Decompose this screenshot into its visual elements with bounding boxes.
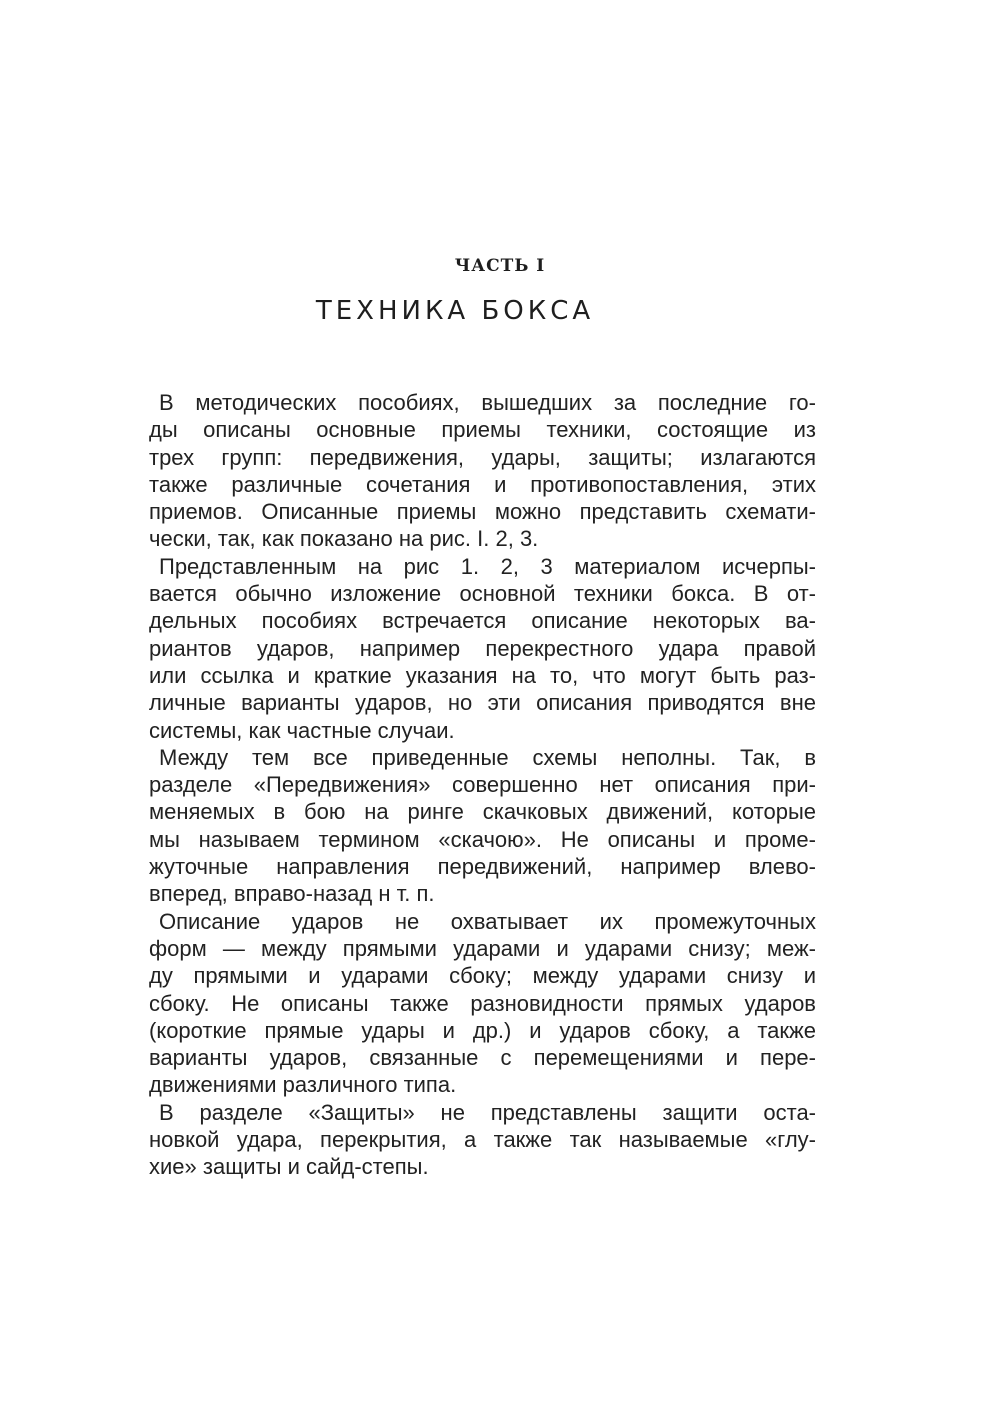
text-line: варианты ударов, связанные с перемещениями и пере-: [149, 1045, 816, 1071]
text-line: ды описаны основные приемы техники, состоящие из: [149, 417, 816, 443]
paragraph-4: [149, 908, 816, 1099]
text-line: риантов ударов, например перекрестного удара правой: [149, 635, 816, 661]
text-line: или ссылка и краткие указания на то, что могут быть раз-: [149, 662, 816, 688]
text-line: разделе «Передвижения» совершенно нет описания при-: [149, 772, 816, 798]
text-line: чески, так, как показано на рис. I. 2, 3.: [149, 526, 539, 552]
chapter-title: ТЕХНИКА БОКСА: [315, 296, 595, 326]
text-line: вается обычно изложение основной техники бокса. В от-: [149, 581, 816, 607]
text-line: форм — между прямыми ударами и ударами снизу; меж-: [149, 935, 816, 961]
text-line: новкой удара, перекрытия, а также так называемые «глу-: [149, 1127, 816, 1153]
text-line: личные варианты ударов, но эти описания приводятся вне: [149, 690, 816, 716]
text-line: (короткие прямые удары и др.) и ударов сбоку, а также: [149, 1017, 816, 1043]
text-line: Между тем все приведенные схемы неполны. Так, в: [159, 744, 816, 770]
text-line: хие» защиты и сайд-степы.: [149, 1154, 429, 1180]
text-line: В разделе «Защиты» не представлены защити оста-: [159, 1099, 816, 1125]
paragraph-2: [149, 553, 816, 744]
text-line: трех групп: передвижения, удары, защиты; излагаются: [149, 444, 816, 470]
text-line: Описание ударов не охватывает их промежуточных: [159, 908, 816, 934]
text-line: Представленным на рис 1. 2, 3 материалом исчерпы-: [159, 553, 816, 579]
text-line: мы называем термином «скачою». Не описаны и проме-: [149, 826, 816, 852]
text-line: ду прямыми и ударами сбоку; между ударами снизу и: [149, 963, 816, 989]
part-label: ЧАСТЬ I: [454, 256, 546, 276]
text-line: меняемых в бою на ринге скачковых движений, которые: [149, 799, 816, 825]
text-line: движениями различного типа.: [149, 1072, 457, 1098]
paragraph-3: [149, 744, 816, 908]
text-line: также различные сочетания и противопоставления, этих: [149, 471, 816, 497]
body-text: [149, 389, 816, 1181]
text-line: сбоку. Не описаны также разновидности прямых ударов: [149, 990, 816, 1016]
paragraph-5: [149, 1099, 816, 1181]
text-line: вперед, вправо-назад н т. п.: [149, 881, 435, 907]
text-line: приемов. Описанные приемы можно представить схемати-: [149, 499, 816, 525]
text-line: В методических пособиях, вышедших за последние го-: [159, 390, 816, 415]
text-line: жуточные направления передвижений, например влево-: [149, 854, 816, 880]
text-line: системы, как частные случаи.: [149, 717, 455, 743]
paragraph-1: [149, 389, 816, 553]
text-line: дельных пособиях встречается описание некоторых ва-: [149, 608, 816, 634]
